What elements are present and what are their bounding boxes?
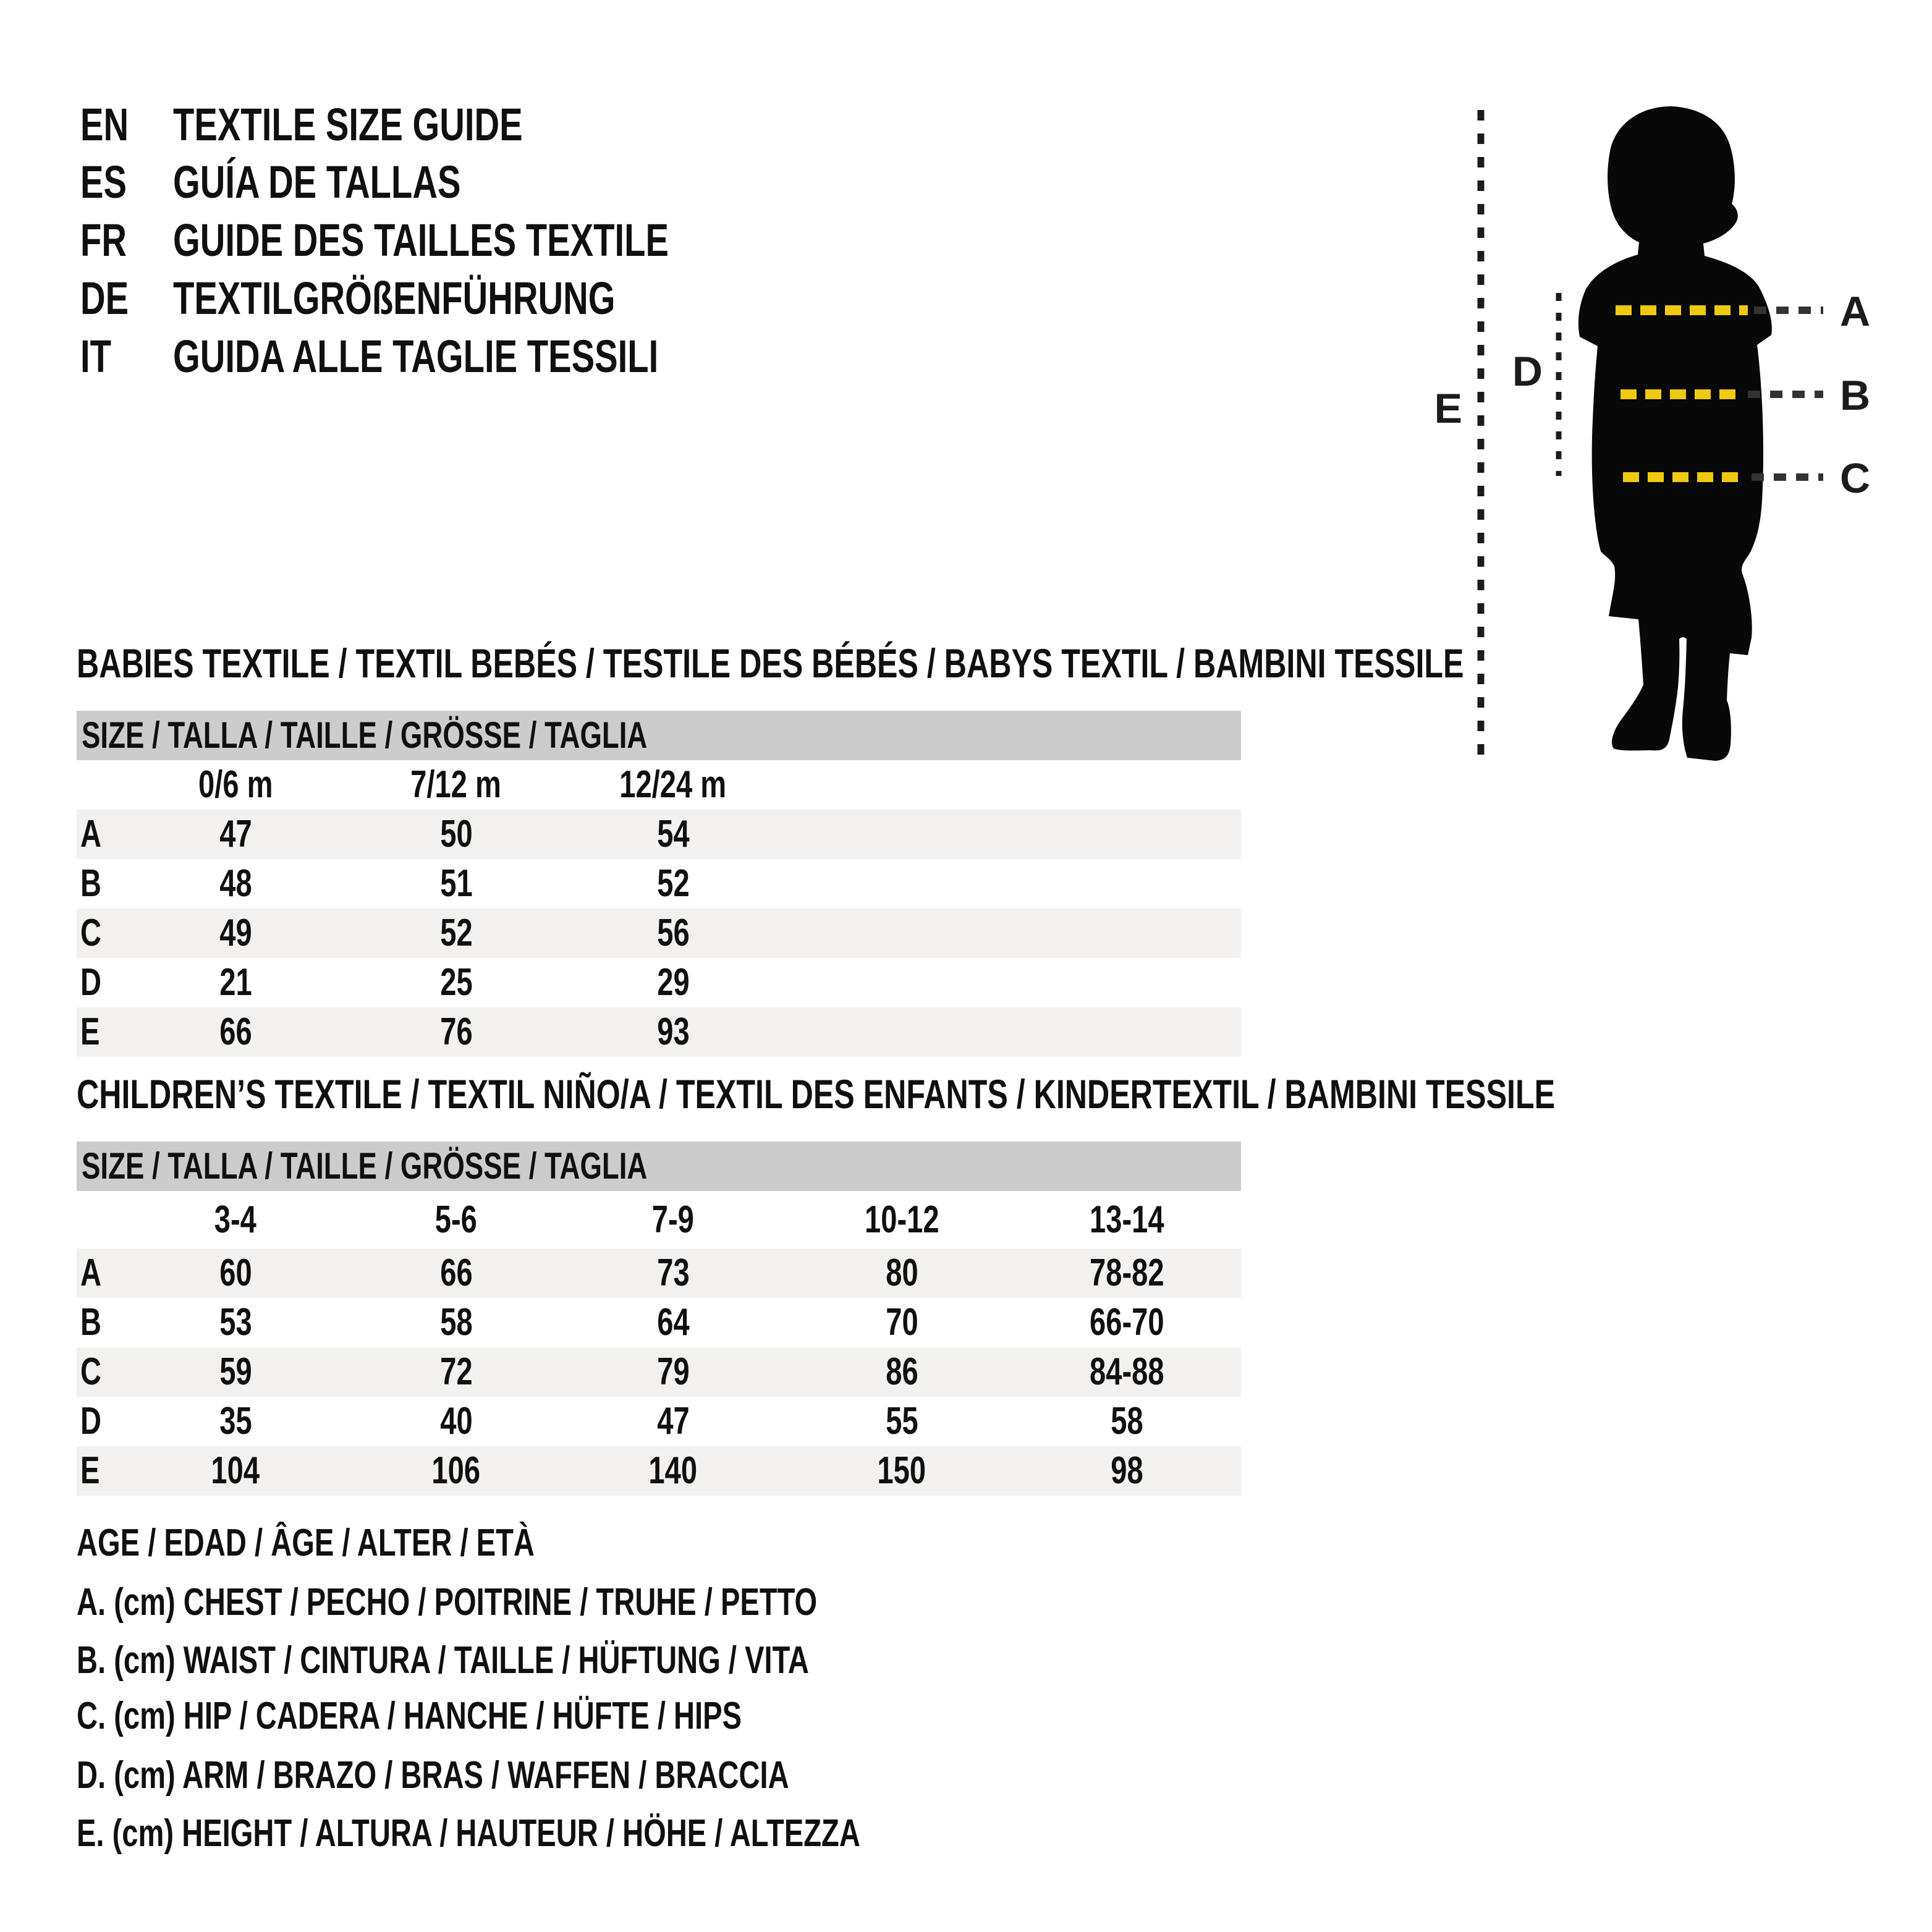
children-col-7-9: 7-9	[651, 1198, 695, 1241]
table-cell: 66-70	[1089, 1301, 1164, 1344]
table-cell: 54	[656, 813, 690, 855]
children-col-3-4: 3-4	[214, 1198, 257, 1241]
table-cell: 66	[219, 1010, 252, 1053]
children-row-d-label: D	[80, 1400, 102, 1443]
table-cell: 150	[877, 1449, 926, 1492]
table-cell: 93	[656, 1010, 690, 1053]
table-cell: 21	[219, 961, 252, 1004]
legend-chest-text: A. (cm) CHEST / PECHO / POITRINE / TRUHE / PETTO	[77, 1581, 818, 1624]
babies-section-heading	[77, 635, 1902, 691]
legend-age-text: AGE / EDAD / ÂGE / ALTER / ETÀ	[77, 1522, 535, 1564]
table-cell: 58	[439, 1301, 473, 1344]
table-cell: 78-82	[1089, 1252, 1164, 1294]
children-col-13-14: 13-14	[1089, 1198, 1164, 1241]
measure-label-d: D	[1512, 348, 1543, 395]
table-cell: 106	[431, 1449, 481, 1492]
babies-row-c	[77, 909, 1241, 958]
measure-label-a: A	[1840, 288, 1871, 335]
children-row-b-label: B	[80, 1301, 102, 1344]
table-cell: 76	[439, 1010, 473, 1053]
babies-col-0-6m: 0/6 m	[198, 763, 273, 806]
legend-arm	[77, 1748, 1014, 1803]
legend-height-text: E. (cm) HEIGHT / ALTURA / HAUTEUR / HÖHE / ALTEZZA	[77, 1812, 860, 1855]
legend-height	[77, 1806, 1108, 1862]
language-title-en: TEXTILE SIZE GUIDE	[173, 99, 523, 150]
table-cell: 66	[439, 1252, 473, 1294]
table-cell: 53	[219, 1301, 252, 1344]
language-title-it: GUIDA ALLE TAGLIE TESSILI	[173, 331, 659, 382]
table-cell: 48	[219, 862, 252, 905]
language-row-es	[0, 155, 1360, 210]
table-cell: 56	[656, 912, 690, 954]
children-row-a-label: A	[80, 1252, 102, 1294]
table-cell: 84-88	[1089, 1350, 1164, 1393]
table-cell: 86	[885, 1350, 918, 1393]
children-col-5-6: 5-6	[434, 1198, 478, 1241]
babies-size-header-text: SIZE / TALLA / TAILLE / GRÖSSE / TAGLIA	[82, 714, 648, 756]
language-code-en: EN	[80, 99, 129, 150]
measurement-diagram	[1409, 93, 1904, 803]
legend-hip	[77, 1688, 952, 1744]
children-size-header-text: SIZE / TALLA / TAILLE / GRÖSSE / TAGLIA	[82, 1145, 648, 1187]
table-cell: 35	[219, 1400, 252, 1443]
legend-hip-text: C. (cm) HIP / CADERA / HANCHE / HÜFTE / HIPS	[77, 1695, 742, 1737]
legend-waist-text: B. (cm) WAIST / CINTURA / TAILLE / HÜFTUNG / VITA	[77, 1639, 809, 1682]
children-column-header-row	[77, 1191, 1241, 1248]
language-code-es: ES	[80, 156, 127, 208]
table-cell: 140	[648, 1449, 698, 1492]
table-cell: 51	[439, 862, 473, 905]
language-title-de: TEXTILGRÖßENFÜHRUNG	[173, 273, 616, 324]
table-cell: 70	[885, 1301, 918, 1344]
table-cell: 79	[656, 1350, 690, 1393]
children-section-heading	[77, 1066, 1932, 1122]
babies-row-b-label: B	[80, 862, 102, 905]
children-row-e	[77, 1446, 1241, 1496]
language-code-fr: FR	[80, 214, 127, 266]
legend-arm-text: D. (cm) ARM / BRAZO / BRAS / WAFFEN / BRACCIA	[77, 1754, 789, 1797]
table-cell: 64	[656, 1301, 690, 1344]
babies-size-header-bar	[77, 711, 1241, 760]
table-cell: 60	[219, 1252, 252, 1294]
table-cell: 52	[656, 862, 690, 905]
language-row-de	[0, 271, 1360, 326]
children-row-c-label: C	[80, 1350, 102, 1393]
table-cell: 59	[219, 1350, 252, 1393]
children-row-d	[77, 1397, 1241, 1446]
babies-row-a	[77, 810, 1241, 859]
children-heading-text: CHILDREN’S TEXTILE / TEXTIL NIÑO/A / TEXTIL DES ENFANTS / KINDERTEXTIL / BAMBINI TESSILE	[77, 1071, 1556, 1117]
babies-row-b	[77, 859, 1241, 909]
legend-waist	[77, 1633, 1040, 1688]
children-row-c	[77, 1347, 1241, 1397]
table-cell: 58	[1110, 1400, 1143, 1443]
children-row-e-label: E	[80, 1449, 100, 1492]
table-cell: 40	[439, 1400, 473, 1443]
table-cell: 29	[656, 961, 690, 1004]
language-code-it: IT	[80, 331, 111, 382]
language-title-fr: GUIDE DES TAILLES TEXTILE	[173, 214, 669, 266]
table-cell: 80	[885, 1252, 918, 1294]
babies-col-7-12m: 7/12 m	[410, 763, 502, 806]
measure-label-c: C	[1840, 455, 1871, 502]
measure-label-e: E	[1434, 385, 1462, 432]
children-row-b	[77, 1298, 1241, 1347]
language-code-de: DE	[80, 273, 129, 324]
babies-row-d-label: D	[80, 961, 102, 1004]
table-cell: 50	[439, 813, 473, 855]
table-cell: 47	[656, 1400, 690, 1443]
children-row-a	[77, 1248, 1241, 1298]
babies-row-d	[77, 958, 1241, 1007]
language-row-en	[0, 97, 1360, 153]
babies-heading-text: BABIES TEXTILE / TEXTIL BEBÉS / TESTILE DES BÉBÉS / BABYS TEXTIL / BAMBINI TESSILE	[77, 640, 1464, 686]
babies-row-c-label: C	[80, 912, 102, 954]
language-row-it	[0, 329, 1360, 384]
measure-label-b: B	[1840, 372, 1871, 419]
babies-row-e	[77, 1007, 1241, 1057]
babies-row-e-label: E	[80, 1010, 100, 1053]
table-cell: 25	[439, 961, 473, 1004]
babies-column-header-row	[77, 760, 1241, 810]
table-cell: 47	[219, 813, 252, 855]
table-cell: 72	[439, 1350, 473, 1393]
table-cell: 55	[885, 1400, 918, 1443]
babies-col-12-24m: 12/24 m	[619, 763, 727, 806]
legend-age	[77, 1515, 679, 1571]
children-col-10-12: 10-12	[864, 1198, 939, 1241]
language-row-fr	[0, 213, 1360, 268]
table-cell: 52	[439, 912, 473, 954]
table-cell: 98	[1110, 1449, 1143, 1492]
babies-row-a-label: A	[80, 813, 102, 855]
table-cell: 49	[219, 912, 252, 954]
table-cell: 104	[211, 1449, 260, 1492]
legend-chest	[77, 1575, 1051, 1630]
language-title-es: GUÍA DE TALLAS	[173, 156, 461, 208]
children-size-header-bar	[77, 1142, 1241, 1191]
table-cell: 73	[656, 1252, 690, 1294]
